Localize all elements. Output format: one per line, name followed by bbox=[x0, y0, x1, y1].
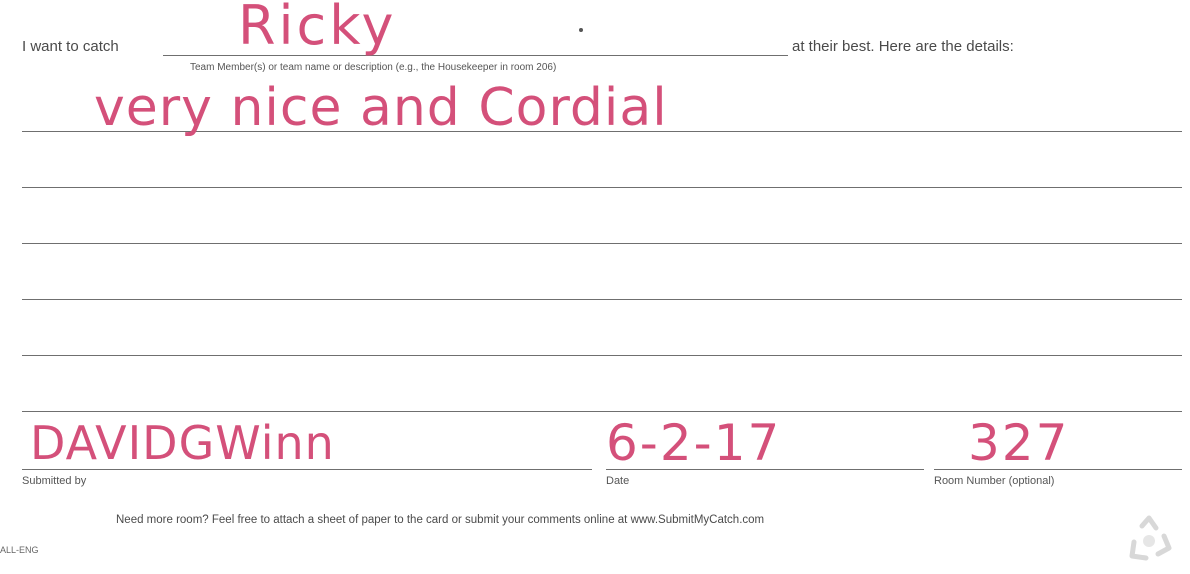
submitted-by-caption: Submitted by bbox=[22, 475, 87, 487]
handwritten-date[interactable]: 6-2-17 bbox=[606, 414, 782, 472]
corner-code: ALL-ENG bbox=[0, 545, 39, 555]
team-member-caption: Team Member(s) or team name or description (e.g., the Housekeeper in room 206) bbox=[190, 62, 557, 73]
details-line-5 bbox=[22, 355, 1182, 356]
details-line-2 bbox=[22, 187, 1182, 188]
details-line-3 bbox=[22, 243, 1182, 244]
suffix-label: at their best. Here are the details: bbox=[792, 38, 1014, 55]
handwritten-room-number[interactable]: 327 bbox=[968, 414, 1070, 472]
handwritten-submitted-by[interactable]: DAVIDGWinn bbox=[30, 416, 335, 470]
handwritten-details[interactable]: very nice and Cordial bbox=[94, 78, 668, 138]
date-caption: Date bbox=[606, 475, 630, 487]
room-number-caption: Room Number (optional) bbox=[934, 475, 1055, 487]
recycle-icon bbox=[1124, 514, 1174, 564]
handwritten-team-member[interactable]: Ricky bbox=[238, 0, 397, 57]
details-line-4 bbox=[22, 299, 1182, 300]
ink-dot bbox=[579, 28, 583, 32]
details-line-6 bbox=[22, 411, 1182, 412]
intro-label: I want to catch bbox=[22, 38, 119, 55]
footer-note: Need more room? Feel free to attach a sheet of paper to the card or submit your comments online at www.SubmitMyCatch.com bbox=[116, 514, 765, 526]
